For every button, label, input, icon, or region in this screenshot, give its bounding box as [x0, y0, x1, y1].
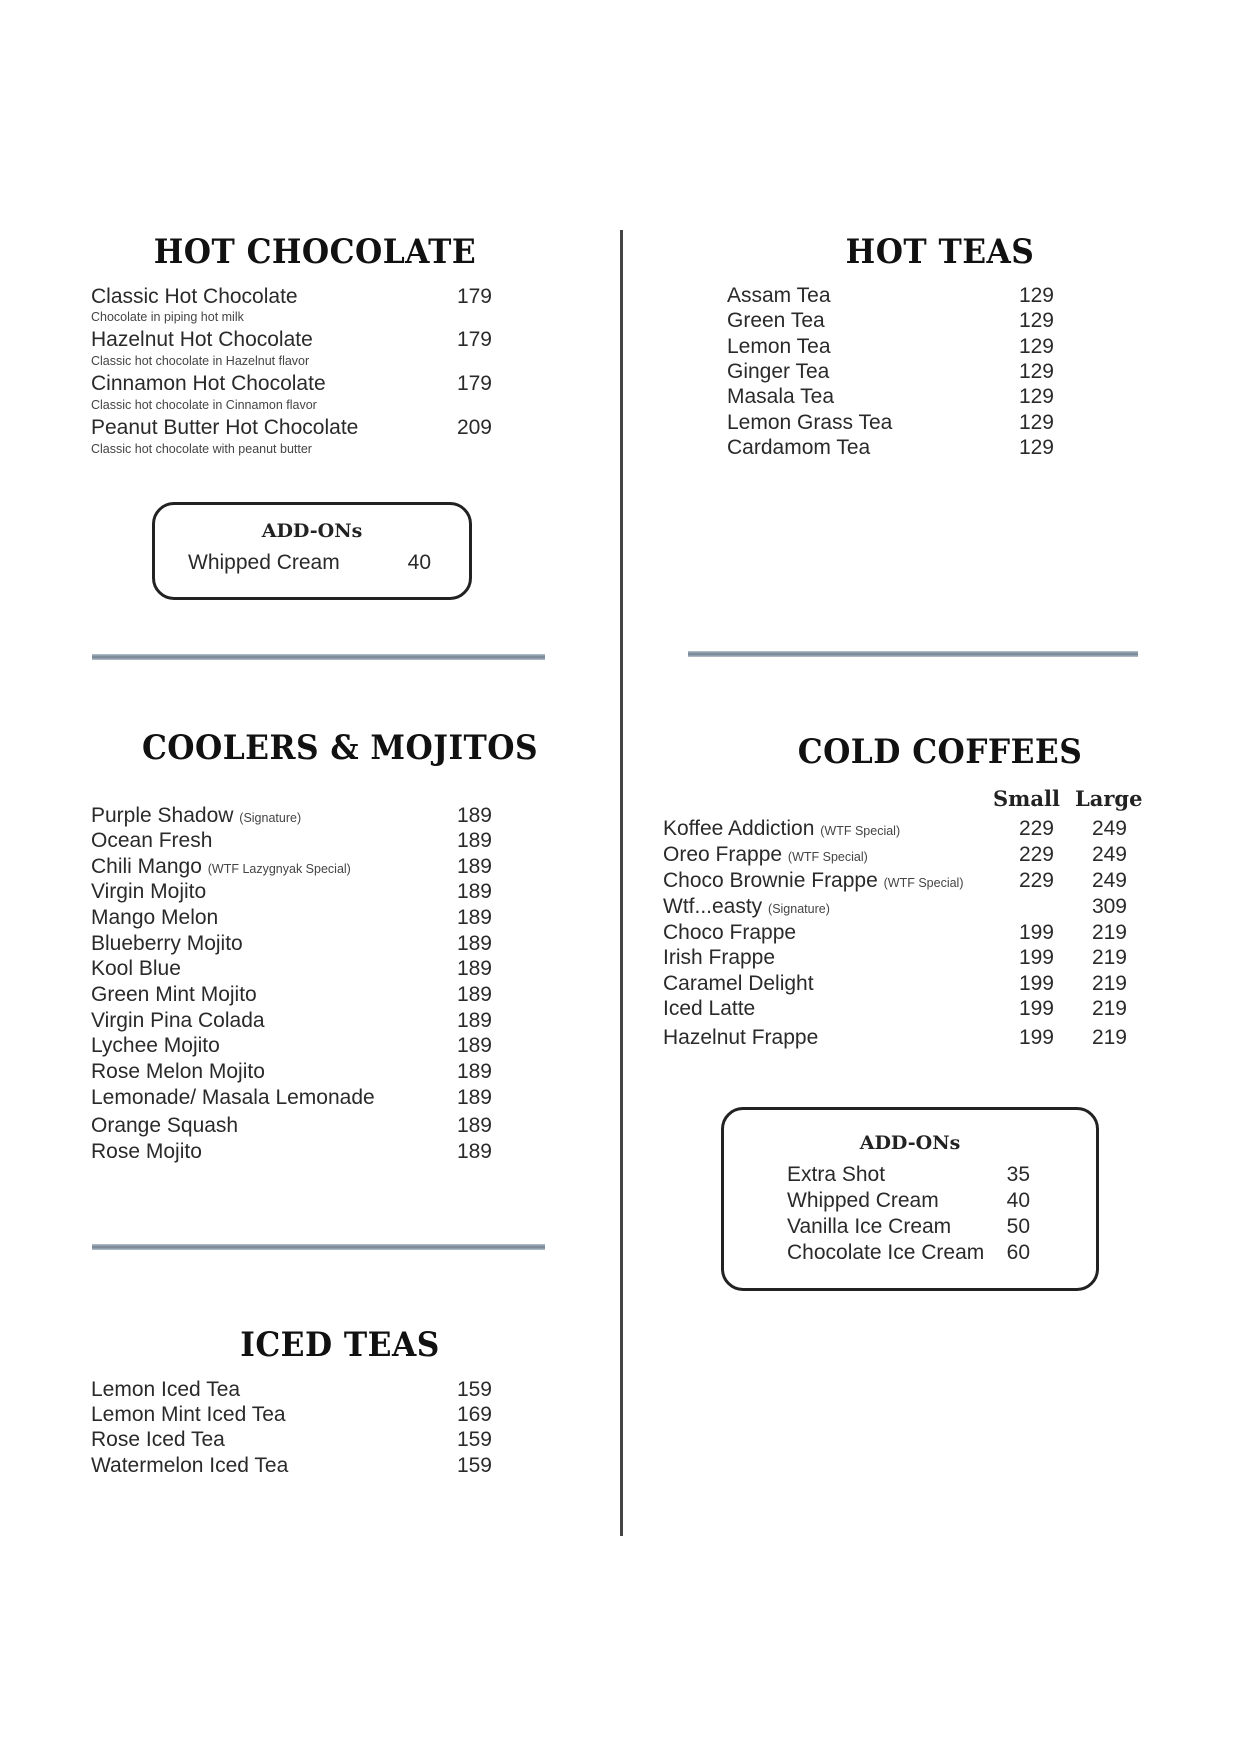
menu-item-price: 189: [456, 880, 492, 903]
menu-item-description: Classic hot chocolate in Hazelnut flavor: [91, 354, 310, 368]
menu-item-name: Choco Frappe: [663, 921, 797, 944]
addon-item-price: 40: [407, 551, 431, 574]
menu-item-price: 159: [456, 1454, 492, 1477]
menu-item-name: Virgin Pina Colada: [91, 1009, 265, 1032]
menu-item-name: Rose Iced Tea: [91, 1428, 225, 1451]
menu-item-name: Lemon Mint Iced Tea: [91, 1403, 286, 1426]
addon-item-price: 50: [1006, 1215, 1030, 1238]
menu-item-price: 129: [1018, 335, 1054, 358]
section-separator: [92, 1244, 545, 1250]
menu-item-price: 189: [456, 983, 492, 1006]
price-large: 219: [1091, 997, 1127, 1020]
menu-item-price: 129: [1018, 385, 1054, 408]
price-small: 229: [1018, 843, 1054, 866]
menu-item-price: 129: [1018, 309, 1054, 332]
menu-item-price: 189: [456, 804, 492, 827]
column-header-large: Large: [1075, 786, 1143, 811]
menu-item: [663, 869, 964, 895]
menu-item-name: Wtf...easty: [663, 895, 763, 918]
price-large: 219: [1091, 1026, 1127, 1049]
section-title-cold-coffees: COLD COFFEES: [797, 732, 1083, 772]
menu-item: [91, 855, 351, 881]
menu-item-price: 189: [456, 1114, 492, 1137]
menu-item-price: 189: [456, 1060, 492, 1083]
menu-item-name: Cinnamon Hot Chocolate: [91, 372, 326, 395]
price-large: 309: [1091, 895, 1127, 918]
menu-item-price: 129: [1018, 411, 1054, 434]
price-large: 249: [1091, 843, 1127, 866]
menu-item-name: Purple Shadow: [91, 804, 234, 827]
menu-item-name: Masala Tea: [727, 385, 835, 408]
menu-item-price: 189: [456, 1009, 492, 1032]
menu-item-price: 179: [456, 328, 492, 351]
price-small: 199: [1018, 997, 1054, 1020]
menu-item-name: Blueberry Mojito: [91, 932, 243, 955]
menu-item-price: 189: [456, 855, 492, 878]
section-title-hot-chocolate: HOT CHOCOLATE: [153, 232, 477, 272]
menu-item-name: Classic Hot Chocolate: [91, 285, 298, 308]
column-header-small: Small: [993, 786, 1060, 811]
price-large: 219: [1091, 972, 1127, 995]
addon-item-price: 60: [1006, 1241, 1030, 1264]
price-small: 229: [1018, 817, 1054, 840]
price-large: 249: [1091, 817, 1127, 840]
menu-item-name: Ginger Tea: [727, 360, 830, 383]
addons-title: ADD-ONs: [261, 520, 363, 542]
menu-item-price: 189: [456, 932, 492, 955]
menu-item-description: Classic hot chocolate in Cinnamon flavor: [91, 398, 317, 412]
menu-item-name: Rose Mojito: [91, 1140, 202, 1163]
price-large: 219: [1091, 921, 1127, 944]
menu-item-name: Lemonade/ Masala Lemonade: [91, 1086, 375, 1109]
addon-item-name: Vanilla Ice Cream: [787, 1215, 952, 1238]
menu-item-name: Lemon Tea: [727, 335, 831, 358]
menu-item-name: Iced Latte: [663, 997, 756, 1020]
menu-item-price: 129: [1018, 284, 1054, 307]
price-small: 199: [1018, 946, 1054, 969]
menu-item-name: Peanut Butter Hot Chocolate: [91, 416, 359, 439]
addon-item-name: Extra Shot: [787, 1163, 886, 1186]
price-large: 219: [1091, 946, 1127, 969]
menu-item-tag: (Signature): [768, 902, 830, 916]
menu-item-tag: (Signature): [239, 811, 302, 825]
menu-item-name: Watermelon Iced Tea: [91, 1454, 289, 1477]
price-small: 229: [1018, 869, 1054, 892]
menu-item-name: Green Mint Mojito: [91, 983, 257, 1006]
menu-item-price: 179: [456, 372, 492, 395]
price-large: 249: [1091, 869, 1127, 892]
menu-item: [663, 843, 868, 869]
section-title-hot-teas: HOT TEAS: [845, 232, 1035, 272]
menu-item-name: Mango Melon: [91, 906, 219, 929]
menu-item-name: Chili Mango: [91, 855, 202, 878]
menu-item-name: Assam Tea: [727, 284, 831, 307]
menu-item-tag: (WTF Lazygnyak Special): [207, 862, 351, 876]
menu-item-price: 169: [456, 1403, 492, 1426]
addon-item-price: 40: [1006, 1189, 1030, 1212]
menu-item-price: 189: [456, 906, 492, 929]
menu-item-price: 129: [1018, 436, 1054, 459]
menu-item-price: 189: [456, 957, 492, 980]
menu-item-description: Classic hot chocolate with peanut butter: [91, 442, 312, 456]
menu-item-name: Rose Melon Mojito: [91, 1060, 265, 1083]
menu-item-price: 159: [456, 1428, 492, 1451]
menu-item-price: 189: [456, 1034, 492, 1057]
menu-item-name: Ocean Fresh: [91, 829, 213, 852]
price-small: 199: [1018, 921, 1054, 944]
addons-title: ADD-ONs: [859, 1132, 961, 1154]
menu-item-description: Chocolate in piping hot milk: [91, 310, 244, 324]
menu-item-tag: (WTF Special): [883, 876, 964, 890]
section-separator: [92, 654, 545, 660]
menu-item-price: 189: [456, 1140, 492, 1163]
menu-item-name: Hazelnut Frappe: [663, 1026, 819, 1049]
addon-item-name: Whipped Cream: [787, 1189, 939, 1212]
menu-item-price: 189: [456, 1086, 492, 1109]
menu-item-name: Green Tea: [727, 309, 825, 332]
section-title-iced-teas: ICED TEAS: [240, 1325, 440, 1365]
menu-item-tag: (WTF Special): [787, 850, 868, 864]
menu-item-name: Hazelnut Hot Chocolate: [91, 328, 313, 351]
menu-item: [91, 804, 301, 830]
menu-item-price: 129: [1018, 360, 1054, 383]
addon-item-price: 35: [1006, 1163, 1030, 1186]
menu-item-name: Orange Squash: [91, 1114, 239, 1137]
menu-item-name: Koffee Addiction: [663, 817, 815, 840]
menu-item-name: Lychee Mojito: [91, 1034, 220, 1057]
menu-item-name: Caramel Delight: [663, 972, 814, 995]
price-small: 199: [1018, 1026, 1054, 1049]
menu-item-name: Oreo Frappe: [663, 843, 783, 866]
menu-item-name: Virgin Mojito: [91, 880, 207, 903]
section-separator: [688, 651, 1138, 657]
menu-item-price: 209: [456, 416, 492, 439]
menu-item-price: 179: [456, 285, 492, 308]
menu-item-name: Lemon Grass Tea: [727, 411, 893, 434]
menu-item: [663, 895, 830, 921]
menu-item-price: 189: [456, 829, 492, 852]
menu-item-name: Kool Blue: [91, 957, 181, 980]
menu-item-name: Lemon Iced Tea: [91, 1378, 241, 1401]
addon-item-name: Chocolate Ice Cream: [787, 1241, 985, 1264]
center-divider: [620, 230, 623, 1536]
section-title-coolers-mojitos: COOLERS & MOJITOS: [141, 728, 539, 768]
menu-item-name: Choco Brownie Frappe: [663, 869, 878, 892]
price-small: 199: [1018, 972, 1054, 995]
addon-item-name: Whipped Cream: [188, 551, 340, 574]
menu-item-name: Cardamom Tea: [727, 436, 871, 459]
menu-item: [663, 817, 900, 843]
menu-item-price: 159: [456, 1378, 492, 1401]
menu-item-tag: (WTF Special): [820, 824, 901, 838]
menu-item-name: Irish Frappe: [663, 946, 776, 969]
